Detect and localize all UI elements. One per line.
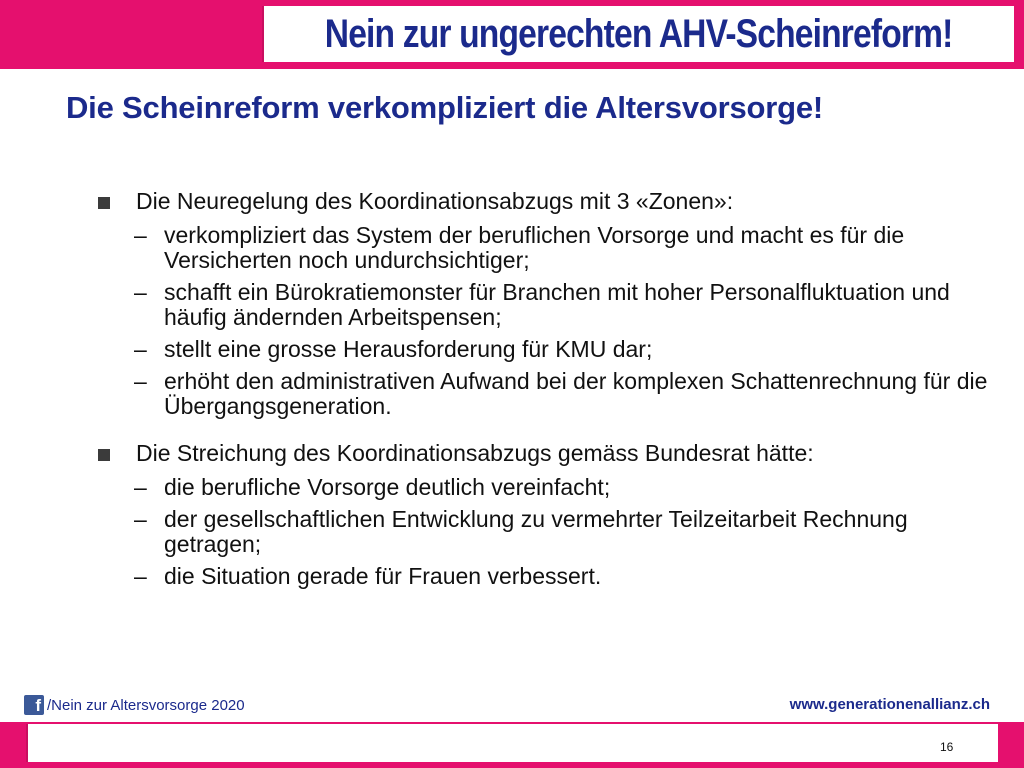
facebook-link-text: /Nein zur Altersvorsorge 2020 (47, 696, 245, 714)
footer-box (26, 724, 998, 762)
square-bullet-icon (98, 197, 110, 209)
banner (262, 6, 1014, 62)
slide-title: Die Scheinreform verkompliziert die Altersvorsorge! (66, 90, 824, 125)
bullet-text: Die Neuregelung des Koordinationsabzugs mit 3 «Zonen»: (136, 188, 734, 214)
sub-bullet-item (96, 280, 996, 330)
bullet-text: Die Streichung des Koordinationsabzugs gemäss Bundesrat hätte: (136, 440, 814, 466)
group-spacer (96, 426, 996, 440)
slide-content (96, 188, 996, 596)
bullet-item (96, 440, 996, 467)
sub-bullet-text: die berufliche Vorsorge deutlich vereinfacht; (164, 474, 611, 500)
square-bullet-icon (98, 449, 110, 461)
sub-bullet-item (96, 507, 996, 557)
sub-bullet-text: stellt eine grosse Herausforderung für KMU dar; (164, 336, 653, 362)
sub-bullet-text: die Situation gerade für Frauen verbessert. (164, 563, 602, 589)
dash-icon: – (134, 563, 147, 589)
page-number: 16 (940, 740, 954, 754)
sub-bullet-text: schafft ein Bürokratiemonster für Branchen mit hoher Personalfluktuation und häufig ändernden Arbeitspensen; (164, 279, 950, 330)
dash-icon: – (134, 222, 147, 248)
dash-icon: – (134, 279, 147, 305)
sub-bullet-item (96, 564, 996, 589)
sub-bullet-item (96, 369, 996, 419)
sub-bullet-text: der gesellschaftlichen Entwicklung zu vermehrter Teilzeitarbeit Rechnung getragen; (164, 506, 908, 557)
banner-title: Nein zur ungerechten AHV-Scheinreform! (325, 11, 953, 56)
sub-bullet-item (96, 337, 996, 362)
sub-bullet-item (96, 223, 996, 273)
website-link[interactable]: www.generationenallianz.ch (789, 696, 990, 713)
facebook-link[interactable] (24, 695, 245, 715)
dash-icon: – (134, 506, 147, 532)
bullet-item (96, 188, 996, 215)
dash-icon: – (134, 336, 147, 362)
sub-bullet-text: erhöht den administrativen Aufwand bei der komplexen Schattenrechnung für die Übergangsgeneration. (164, 368, 988, 419)
dash-icon: – (134, 474, 147, 500)
sub-bullet-item (96, 475, 996, 500)
facebook-icon: f (24, 695, 44, 715)
dash-icon: – (134, 368, 147, 394)
sub-bullet-text: verkompliziert das System der beruflichen Vorsorge und macht es für die Versicherten noch undurchsichtiger; (164, 222, 905, 273)
